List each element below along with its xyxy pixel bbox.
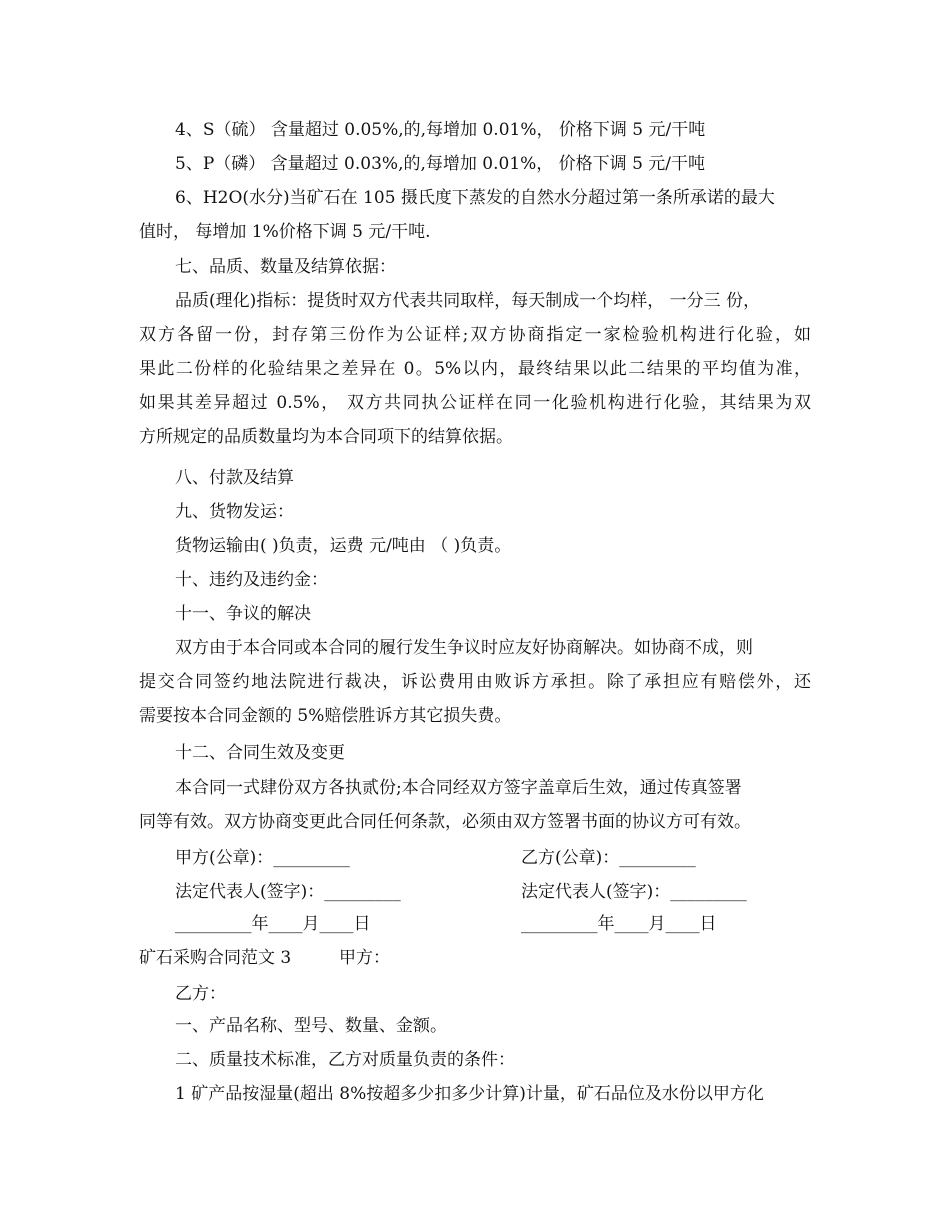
signature-party-a: 甲方(公章)：_________: [175, 848, 350, 868]
section3-party-a: 甲方：: [339, 948, 390, 968]
paragraph-dispute-line2: 提交合同签约地法院进行裁决，诉讼费用由败诉方承担。除了承担应有赔偿外，还: [139, 672, 811, 692]
paragraph-transport: 货物运输由( )负责，运费 元/吨由 （ )负责。: [175, 536, 512, 556]
section3-item3: 1 矿产品按湿量(超出 8%按超多少扣多少计算)计量，矿石品位及水份以甲方化: [175, 1084, 764, 1104]
heading-section-9: 九、货物发运：: [175, 502, 294, 522]
paragraph-quality-line3: 果此二份样的化验结果之差异在 0。5%以内，最终结果以此二结果的平均值为准，: [139, 359, 811, 379]
clause-sulfur: 4、S（硫） 含量超过 0.05%,的,每增加 0.01%， 价格下调 5 元/干吨: [175, 120, 706, 140]
paragraph-quality-line5: 方所规定的品质数量均为本合同项下的结算依据。: [139, 427, 513, 447]
clause-phosphorus: 5、P（磷） 含量超过 0.03%,的,每增加 0.01%， 价格下调 5 元/干吨: [175, 154, 706, 174]
section3-heading: 矿石采购合同范文 3: [139, 948, 292, 968]
section3-item1: 一、产品名称、型号、数量、金额。: [175, 1016, 447, 1036]
signature-party-b: 乙方(公章)：_________: [521, 848, 696, 868]
heading-section-7: 七、品质、数量及结算依据：: [175, 257, 396, 277]
paragraph-quality-line2: 双方各留一份，封存第三份作为公证样;双方协商指定一家检验机构进行化验，如: [139, 325, 811, 345]
signature-date-a: _________年____月____日: [175, 914, 371, 934]
paragraph-effect-line1: 本合同一式肆份双方各执贰份;本合同经双方签字盖章后生效，通过传真签署: [175, 778, 742, 798]
section3-item2: 二、质量技术标准，乙方对质量负责的条件：: [175, 1050, 515, 1070]
signature-date-b: _________年____月____日: [521, 914, 717, 934]
signature-rep-a: 法定代表人(签字)：_________: [175, 882, 401, 902]
paragraph-effect-line2: 同等有效。双方协商变更此合同任何条款，必须由双方签署书面的协议方可有效。: [139, 812, 751, 832]
clause-moisture-line1: 6、H2O(水分)当矿石在 105 摄氏度下蒸发的自然水分超过第一条所承诺的最大: [175, 188, 775, 208]
paragraph-quality-line1: 品质(理化)指标：提货时双方代表共同取样，每天制成一个均样， 一分三 份，: [175, 291, 761, 311]
heading-section-11: 十一、争议的解决: [175, 604, 311, 624]
paragraph-dispute-line1: 双方由于本合同或本合同的履行发生争议时应友好协商解决。如协商不成，则: [175, 638, 753, 658]
heading-section-8: 八、付款及结算: [175, 468, 294, 488]
clause-moisture-line2: 值时， 每增加 1%价格下调 5 元/干吨.: [139, 222, 431, 242]
paragraph-quality-line4: 如果其差异超过 0.5%， 双方共同执公证样在同一化验机构进行化验，其结果为双: [139, 393, 811, 413]
paragraph-dispute-line3: 需要按本合同金额的 5%赔偿胜诉方其它损失费。: [139, 706, 512, 726]
heading-section-12: 十二、合同生效及变更: [175, 743, 345, 763]
section3-party-b: 乙方：: [175, 984, 226, 1004]
signature-rep-b: 法定代表人(签字)：_________: [521, 882, 747, 902]
heading-section-10: 十、违约及违约金：: [175, 570, 328, 590]
